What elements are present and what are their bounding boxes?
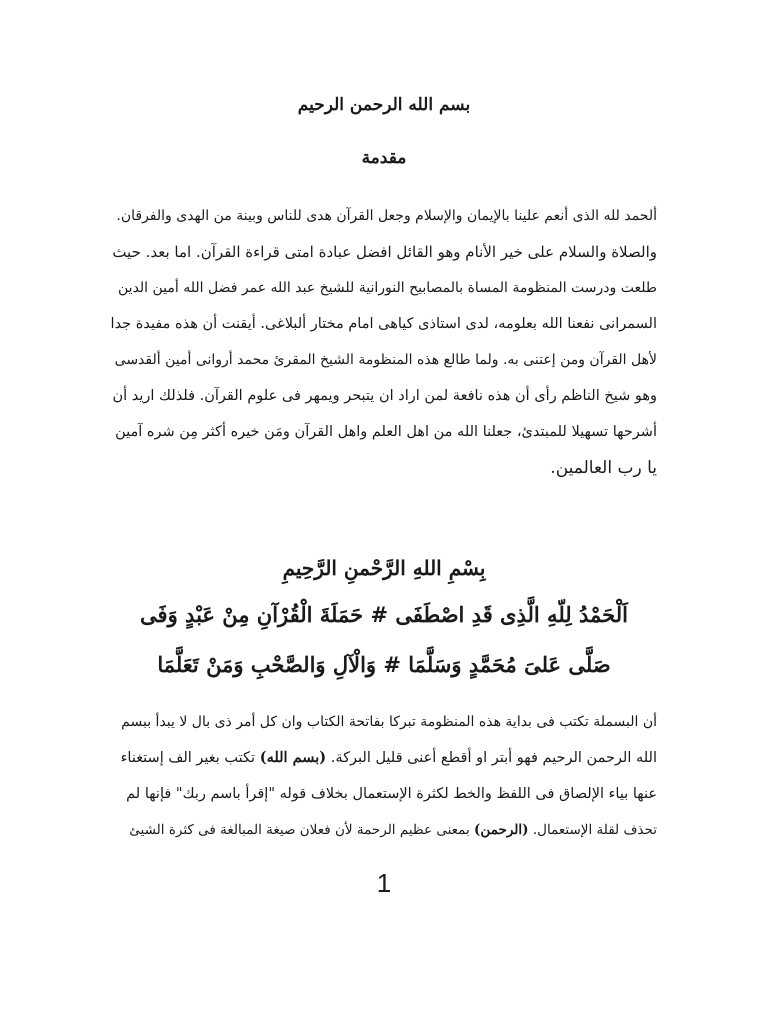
intro-basmala: بسم الله الرحمن الرحيم — [297, 95, 471, 115]
commentary-term-bismillah: (بسم الله) — [259, 749, 327, 766]
intro-line: والصلاة والسلام على خير الأنام وهو القائل افضل عبادة امتى قراءة القرآن. اما بعد. حيث — [112, 243, 657, 261]
intro-line: السمرانى نفعنا الله بعلومه، لدى استاذى كياهى امام مختار ألبلاغى. أيقنت أن هذه مفيدة جدا — [110, 316, 657, 332]
poem-verse-1: اَلْحَمْدُ لِلّهِ الَّذِى قَدِ اصْطَفَى # حَمَلَةَ الْقُرْآنِ مِنْ عَبْدٍ وَفَى — [140, 602, 628, 627]
commentary-text: تكتب بغير الف إستغناء — [120, 750, 256, 766]
commentary-text: بمعنى عظيم الرحمة لأن فعلان صيغة المبالغة فى كثرة الشيئ — [129, 822, 470, 838]
page-number: 1 — [376, 868, 392, 898]
intro-line: وهو شيخ الناظم رأى أن هذه نافعة لمن اراد ان يتبحر ويمهر فى علوم القرآن. فلذلك اريد أن — [112, 388, 657, 404]
intro-line: ألحمد لله الذى أنعم علينا بالإيمان والإسلام وجعل القرآن هدى للناس وبينة من الهدى والفرقان. — [116, 208, 657, 224]
commentary-line — [112, 812, 657, 848]
poem-basmala: بِسْمِ اللهِ الرَّحْمنِ الرَّحِيمِ — [282, 556, 486, 580]
intro-paragraph — [112, 198, 657, 486]
intro-line: أشرحها تسهيلا للمبتدئ، جعلنا الله من اهل العلم واهل القرآن ومَن خيره أكثر مِن شره آمين — [115, 424, 657, 440]
commentary-text: تحذف لقلة الإستعمال. — [532, 822, 657, 838]
intro-line: لأهل القرآن ومن إعتنى به. ولما طالع هذه المنظومة الشيخ المقرئ محمد أروانى أمين ألقدسى — [114, 352, 657, 368]
commentary-term-rahman: (الرحمن) — [474, 822, 529, 838]
intro-line: يا رب العالمين. — [550, 458, 657, 478]
commentary-line — [112, 740, 657, 776]
commentary-line: أن البسملة تكتب فى بداية هذه المنظومة تبركا بفاتحة الكتاب وان كل أمر ذى بال لا يبدأ ببسم — [121, 714, 657, 730]
commentary-line: عنها بياء الإلصاق فى اللفظ والخط لكثرة الإستعمال بخلاف قوله "إقرأ باسم ربك" فإنها لم — [126, 786, 657, 802]
intro-line: طلعت ودرست المنظومة المساة بالمصابيح النورانية للشيخ عبد الله عمر فضل الله أمين الدين — [118, 280, 657, 296]
poem-verse-2: صَلَّى عَلىَ مُحَمَّدٍ وَسَلَّمَا # وَالْآلِ وَالصَّحْبِ وَمَنْ تَعَلَّمَا — [157, 652, 611, 677]
commentary-text: الله الرحمن الرحيم فهو أبتر او أقطع أعنى قليل البركة. — [330, 750, 657, 766]
commentary-paragraph — [112, 704, 657, 848]
intro-title: مقدمة — [361, 148, 407, 168]
